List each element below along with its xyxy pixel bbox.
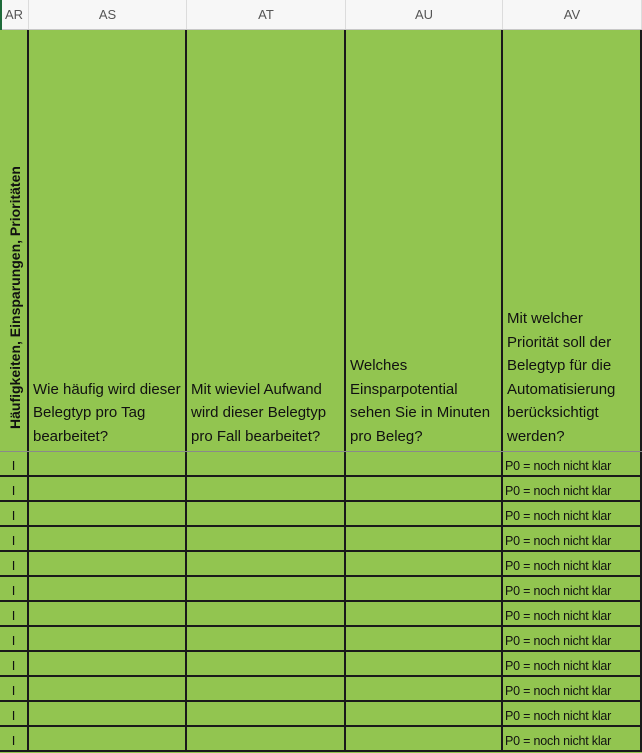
row-marker: I	[11, 708, 16, 723]
question-effort: Mit wieviel Aufwand wird dieser Belegtyp pro Fall bearbeitet?	[191, 380, 327, 445]
cell-as[interactable]	[29, 452, 187, 475]
cell-av-priority[interactable]	[503, 552, 642, 575]
cell-au[interactable]	[346, 477, 503, 500]
section-label: Häufigkeiten, Einsparungen, Prioritäten	[6, 166, 23, 429]
cell-au[interactable]	[346, 552, 503, 575]
cell-ar[interactable]	[0, 602, 29, 625]
cell-ar[interactable]	[0, 477, 29, 500]
cell-question-effort[interactable]	[187, 30, 346, 451]
cell-av-priority[interactable]	[503, 452, 642, 475]
row-marker: I	[11, 458, 16, 473]
cell-au[interactable]	[346, 577, 503, 600]
priority-value: P0 = noch nicht klar	[505, 709, 612, 723]
row-marker: I	[11, 633, 16, 648]
cell-at[interactable]	[187, 452, 346, 475]
cell-ar[interactable]	[0, 677, 29, 700]
table-row	[0, 652, 642, 677]
row-marker: I	[11, 483, 16, 498]
cell-as[interactable]	[29, 577, 187, 600]
cell-at[interactable]	[187, 502, 346, 525]
cell-av-priority[interactable]	[503, 527, 642, 550]
table-row	[0, 677, 642, 702]
cell-ar[interactable]	[0, 527, 29, 550]
cell-as[interactable]	[29, 527, 187, 550]
cell-question-priority[interactable]	[503, 30, 642, 451]
row-marker: I	[11, 533, 16, 548]
priority-value: P0 = noch nicht klar	[505, 509, 612, 523]
row-marker: I	[11, 733, 16, 748]
cell-au[interactable]	[346, 652, 503, 675]
cell-at[interactable]	[187, 577, 346, 600]
cell-grid	[0, 30, 642, 753]
cell-ar[interactable]	[0, 452, 29, 475]
priority-value: P0 = noch nicht klar	[505, 484, 612, 498]
table-row	[0, 477, 642, 502]
cell-ar[interactable]	[0, 552, 29, 575]
priority-value: P0 = noch nicht klar	[505, 559, 612, 573]
cell-ar[interactable]	[0, 502, 29, 525]
cell-ar[interactable]	[0, 577, 29, 600]
priority-value: P0 = noch nicht klar	[505, 534, 612, 548]
cell-au[interactable]	[346, 727, 503, 750]
cell-av-priority[interactable]	[503, 702, 642, 725]
cell-as[interactable]	[29, 702, 187, 725]
header-row	[0, 30, 642, 452]
question-savings: Welches Einsparpotential sehen Sie in Minuten pro Beleg?	[350, 357, 491, 445]
table-row	[0, 602, 642, 627]
cell-av-priority[interactable]	[503, 652, 642, 675]
cell-ar[interactable]	[0, 652, 29, 675]
cell-as[interactable]	[29, 652, 187, 675]
table-row	[0, 727, 642, 752]
cell-au[interactable]	[346, 702, 503, 725]
cell-as[interactable]	[29, 727, 187, 750]
priority-value: P0 = noch nicht klar	[505, 684, 612, 698]
cell-section-label[interactable]	[0, 30, 29, 451]
row-marker: I	[11, 608, 16, 623]
row-marker: I	[11, 658, 16, 673]
column-header-ar[interactable]: AR	[0, 0, 29, 29]
table-row	[0, 702, 642, 727]
cell-as[interactable]	[29, 677, 187, 700]
cell-as[interactable]	[29, 627, 187, 650]
table-row	[0, 627, 642, 652]
table-row	[0, 452, 642, 477]
cell-au[interactable]	[346, 527, 503, 550]
cell-as[interactable]	[29, 502, 187, 525]
cell-at[interactable]	[187, 627, 346, 650]
cell-av-priority[interactable]	[503, 577, 642, 600]
column-header-as[interactable]: AS	[29, 0, 187, 29]
priority-value: P0 = noch nicht klar	[505, 584, 612, 598]
priority-value: P0 = noch nicht klar	[505, 659, 612, 673]
cell-at[interactable]	[187, 552, 346, 575]
priority-value: P0 = noch nicht klar	[505, 634, 612, 648]
priority-value: P0 = noch nicht klar	[505, 734, 612, 748]
cell-au[interactable]	[346, 627, 503, 650]
column-header-au[interactable]: AU	[346, 0, 503, 29]
cell-at[interactable]	[187, 602, 346, 625]
column-header-bar	[0, 0, 642, 30]
cell-av-priority[interactable]	[503, 477, 642, 500]
table-row	[0, 527, 642, 552]
cell-ar[interactable]	[0, 727, 29, 750]
cell-at[interactable]	[187, 677, 346, 700]
cell-au[interactable]	[346, 452, 503, 475]
priority-value: P0 = noch nicht klar	[505, 609, 612, 623]
row-marker: I	[11, 558, 16, 573]
cell-at[interactable]	[187, 727, 346, 750]
cell-av-priority[interactable]	[503, 602, 642, 625]
column-header-at[interactable]: AT	[187, 0, 346, 29]
cell-ar[interactable]	[0, 627, 29, 650]
cell-av-priority[interactable]	[503, 677, 642, 700]
cell-au[interactable]	[346, 677, 503, 700]
cell-au[interactable]	[346, 502, 503, 525]
cell-as[interactable]	[29, 477, 187, 500]
cell-au[interactable]	[346, 602, 503, 625]
cell-at[interactable]	[187, 477, 346, 500]
row-marker: I	[11, 583, 16, 598]
question-frequency: Wie häufig wird dieser Belegtyp pro Tag bearbeitet?	[33, 380, 181, 445]
cell-ar[interactable]	[0, 702, 29, 725]
table-row	[0, 577, 642, 602]
column-header-av[interactable]: AV	[503, 0, 642, 29]
cell-as[interactable]	[29, 602, 187, 625]
cell-at[interactable]	[187, 702, 346, 725]
cell-at[interactable]	[187, 652, 346, 675]
table-row	[0, 552, 642, 577]
cell-as[interactable]	[29, 552, 187, 575]
cell-av-priority[interactable]	[503, 502, 642, 525]
cell-av-priority[interactable]	[503, 727, 642, 750]
row-marker: I	[11, 508, 16, 523]
priority-value: P0 = noch nicht klar	[505, 459, 612, 473]
cell-at[interactable]	[187, 527, 346, 550]
question-priority: Mit welcher Priorität soll der Belegtyp für die Automatisierung berücksichtigt werden?	[507, 310, 616, 445]
row-marker: I	[11, 683, 16, 698]
cell-av-priority[interactable]	[503, 627, 642, 650]
cell-question-frequency[interactable]	[29, 30, 187, 451]
table-row	[0, 502, 642, 527]
cell-question-savings[interactable]	[346, 30, 503, 451]
